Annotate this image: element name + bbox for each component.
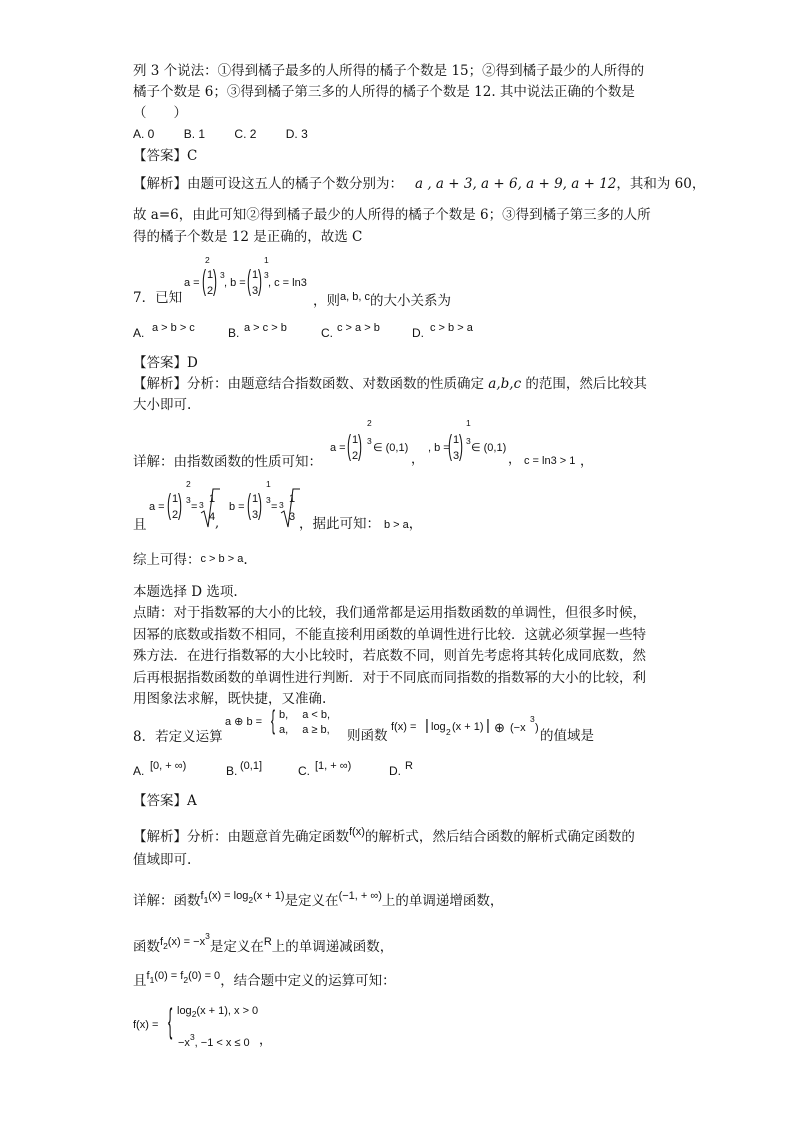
p6-analysis-label: 【解析】由题可设这五人的橘子个数分别为： <box>133 176 403 192</box>
p8-pw-neg-x: −x <box>178 1037 190 1049</box>
p8-log-base: 2 <box>446 727 451 737</box>
p7-detail-b-exp-num: 1 <box>466 418 471 428</box>
p7-root-a-num: 1 <box>172 493 179 505</box>
p8-detail-3-sub-2: 2 <box>183 975 189 985</box>
p7-root-b-den: 3 <box>252 509 259 521</box>
p7-deduce-expr: b > a <box>384 519 409 531</box>
p8-detail-3-sub-1: 1 <box>149 975 155 985</box>
p8-detail-3-mid: (0) = f <box>154 970 184 982</box>
p8-mid: 则函数 <box>347 728 388 744</box>
p7-b-eq: , b = <box>224 277 246 289</box>
p7-detail-comma-2: ， <box>508 452 522 467</box>
p8-log-arg: (x + 1) <box>452 721 484 733</box>
p7-third-den: 3 <box>252 285 259 297</box>
p7-exp-b-num: 1 <box>264 255 269 265</box>
p7-analysis-1-pre: 【解析】分析：由题意结合指数函数、对数函数的性质确定 <box>133 376 489 392</box>
p8-analysis-1 <box>133 826 635 845</box>
p8-option-a-label: A. <box>133 764 145 778</box>
p7-option-b-label: B. <box>228 326 240 340</box>
p8-pw-brace: { <box>168 1001 173 1041</box>
p8-detail-2-pre: 函数 <box>133 939 160 955</box>
p7-root-b-exp-den: 3 <box>266 495 271 505</box>
p8-answer: 【答案】A <box>133 793 197 809</box>
p6-analysis <box>133 176 705 192</box>
p7-q-vars: a, b, c <box>340 291 370 303</box>
p6-option-b: B. 1 <box>183 127 206 141</box>
p7-detail-a-exp-den: 3 <box>367 436 372 446</box>
p8-detail-2-mid: 是定义在 <box>209 939 264 955</box>
p8-detail-1-expr <box>200 890 285 905</box>
p8-detail-1-rest: (x) = log <box>208 890 249 902</box>
p7-paren-close-b: ) <box>258 263 262 298</box>
p8-detail-1-mid: 是定义在 <box>284 893 339 909</box>
p7-note-1: 点睛：对于指数幂的大小的比较，我们通常都是运用指数函数的单调性，但很多时候， <box>133 605 646 621</box>
p8-detail-1-pre: 详解：函数 <box>133 893 201 909</box>
p7-root-b-num: 1 <box>252 493 259 505</box>
p7-option-d-label: D. <box>412 326 424 340</box>
p8-detail-3-expr <box>146 970 221 985</box>
p8-detail-3-pre: 且 <box>133 973 147 989</box>
p7-analysis-1 <box>133 376 647 392</box>
p8-close-paren: ) <box>535 722 539 734</box>
p7-detail-c-gt: c = ln3 > 1 <box>524 455 576 467</box>
p8-abs-close: | <box>486 717 490 734</box>
p7-detail-a-exp-num: 2 <box>367 418 372 428</box>
p8-detail-1 <box>133 891 503 909</box>
p6-option-d: D. 3 <box>285 127 308 141</box>
p8-detail-3-end: (0) = 0 <box>188 970 221 982</box>
p6-line-d: 得的橘子个数是 12 是正确的，故选 C <box>133 229 363 245</box>
p7-summary <box>133 554 248 568</box>
p7-option-d: c > b > a <box>430 322 473 334</box>
p8-abs-open: | <box>425 717 429 734</box>
p7-root-b-t-den: 3 <box>289 511 296 523</box>
p7-note-4: 后再根据指数函数的单调性进行判断．对于不同底而同指数的指数幂的大小的比较，利 <box>133 670 646 686</box>
p7-detail-b-eq: , b = <box>428 442 450 454</box>
p8-fx-eq: f(x) = <box>391 721 417 733</box>
p7-and: 且 <box>133 517 147 533</box>
p8-analysis-1-post: 的解析式，然后结合函数的解析式确定函数的 <box>364 829 635 845</box>
p8-option-c: [1, + ∞) <box>315 760 352 772</box>
p7-paren-open-b: ( <box>247 263 251 298</box>
p8-analysis-2: 值域即可. <box>133 852 192 868</box>
p7-summary-expr: c > b > a <box>200 553 244 565</box>
p8-detail-2 <box>133 932 393 955</box>
p8-detail-3-post: ，结合题中定义的运算可知： <box>220 973 396 989</box>
p8-pw-case-1-rest: (x + 1), x > 0 <box>196 1005 259 1017</box>
p7-root-b-index: 3 <box>279 500 284 510</box>
p7-detail-a-num: 1 <box>352 434 359 446</box>
p6-answer: 【答案】C <box>133 148 198 164</box>
p7-root-b-paren-close: ) <box>258 487 262 522</box>
p7-q-pre: ，则 <box>313 293 340 309</box>
p7-deduce-comma: ， <box>408 516 423 532</box>
p7-root-b-paren-open: ( <box>247 487 251 522</box>
p7-note-5: 用图象法求解，既快捷，又准确. <box>133 691 327 707</box>
p8-pw-log: log <box>177 1005 192 1017</box>
p7-deduce-text: ，据此可知： <box>299 516 380 532</box>
p7-root-a-q-num: 1 <box>209 493 216 505</box>
p8-op-case-1: b, a < b, <box>279 709 331 721</box>
p8-op-brace: { <box>271 704 276 736</box>
p7-detail-b-paren-open: ( <box>448 428 452 463</box>
p8-detail-2-R: R <box>263 936 272 948</box>
p7-detail-b-den: 3 <box>453 450 460 462</box>
p8-detail-1-arg: (x + 1) <box>253 890 285 902</box>
p8-detail-1-interval: (−1, + ∞) <box>338 890 382 902</box>
p8-detail-3-f: f <box>146 970 150 982</box>
p7-detail-a-paren-open: ( <box>347 428 351 463</box>
p7-analysis-2: 大小即可. <box>133 397 192 413</box>
p7-detail-pre: 详解：由指数函数的性质可知： <box>133 454 322 470</box>
p7-summary-period: . <box>243 552 248 568</box>
p7-root-a-index: 3 <box>199 500 204 510</box>
p7-exp-a-den: 3 <box>220 270 225 280</box>
p8-pw-lhs: f(x) = <box>133 1019 159 1031</box>
p7-detail-b-range: ∈ (0,1) <box>471 442 507 454</box>
p7-option-c-label: C. <box>321 326 333 340</box>
p7-root-b-exp-num: 1 <box>266 479 271 489</box>
p6-option-a: A. 0 <box>133 127 155 141</box>
p8-detail-1-f: f <box>200 890 204 902</box>
p7-root-b-eq: b = <box>229 501 245 513</box>
p8-detail-2-f: f <box>160 936 164 948</box>
p8-detail-2-post: 上的单调递减函数， <box>271 939 394 955</box>
p7-detail-comma-1: ， <box>411 452 425 467</box>
p8-neg-x: (−x <box>510 722 526 734</box>
p7-option-a-label: A. <box>133 326 145 340</box>
p8-option-d-label: D. <box>389 764 401 778</box>
p8-analysis-1-pre: 【解析】分析：由题意首先确定函数 <box>133 829 349 845</box>
p7-note-2: 因幂的底数或指数不相同，不能直接利用函数的单调性进行比较．这就必须掌握一些特 <box>133 627 646 643</box>
p7-prefix: 7．已知 <box>133 290 183 306</box>
p7-exp-b-den: 3 <box>264 270 269 280</box>
p7-half-den: 2 <box>207 285 214 297</box>
p8-q-post: 的值域是 <box>540 728 594 744</box>
p8-detail-2-rest: (x) = −x <box>167 936 206 948</box>
p7-detail-a-range: ∈ (0,1) <box>373 442 409 454</box>
p8-pw-case-1 <box>177 1006 258 1019</box>
p6-analysis-expr: a , a + 3, a + 6, a + 9, a + 12 <box>415 176 617 192</box>
p7-q-post: 的大小关系为 <box>369 293 451 309</box>
p7-detail-a-eq: a = <box>330 442 346 454</box>
p8-prefix: 8．若定义运算 <box>133 729 223 745</box>
p8-pw-exp: 3 <box>189 1032 195 1042</box>
p7-c-eq: , c = ln3 <box>268 277 307 289</box>
p7-deduce <box>299 518 422 532</box>
p7-root-a-eq: a = <box>149 501 165 513</box>
p8-analysis-1-fx: f(x) <box>349 826 365 838</box>
p6-analysis-tail: ，其和为 60， <box>616 176 706 192</box>
p8-detail-2-sub: 2 <box>163 941 168 951</box>
p7-root-a-comma: , <box>215 516 220 531</box>
p8-pw-case-2-rest: , −1 < x ≤ 0 <box>194 1037 250 1049</box>
p7-detail-a-paren-close: ) <box>358 428 362 463</box>
p6-line-c: 故 a=6，由此可知②得到橘子最少的人所得的橘子个数是 6；③得到橘子第三多的人所 <box>133 207 651 223</box>
p6-line3: （ ） <box>133 105 187 121</box>
p7-analysis-1-post: 的范围，然后比较其 <box>521 376 647 392</box>
p7-answer: 【答案】D <box>133 355 198 371</box>
p7-detail-comma-3: ， <box>580 454 594 469</box>
p7-question <box>313 292 451 309</box>
p8-pw-log-base: 2 <box>191 1009 197 1019</box>
p7-note-3: 殊方法．在进行指数幂的大小比较时，若底数不同，则首先考虑将其转化成同底数，然 <box>133 648 646 664</box>
p7-a-eq: a = <box>184 277 200 289</box>
p6-options <box>133 127 308 141</box>
p8-log: log <box>431 721 446 733</box>
p7-detail-b-exp-den: 3 <box>466 436 471 446</box>
p7-detail-a-den: 2 <box>352 450 359 462</box>
p7-paren-open-a: ( <box>202 263 206 298</box>
p8-detail-1-post: 上的单调递增函数， <box>381 893 504 909</box>
p8-detail-3 <box>133 971 396 989</box>
p7-root-b-equals: = <box>271 501 278 513</box>
p8-option-b-label: B. <box>226 764 238 778</box>
p7-choice: 本题选择 D 选项. <box>133 584 238 600</box>
p6-line1: 列 3 个说法：①得到橘子最多的人所得的橘子个数是 15；②得到橘子最少的人所得的 <box>133 63 645 79</box>
p7-root-a-den: 2 <box>172 509 179 521</box>
p7-root-a-equals: = <box>191 501 198 513</box>
p7-detail-b-paren-close: ) <box>459 428 463 463</box>
p6-option-c: C. 2 <box>234 127 257 141</box>
p7-option-a: a > b > c <box>152 322 195 334</box>
p8-cube: 3 <box>530 714 535 724</box>
p7-root-a-exp-num: 2 <box>186 479 191 489</box>
p8-oplus: ⊕ <box>494 720 505 735</box>
p8-option-a: [0, + ∞) <box>150 760 187 772</box>
p7-root-b-t-num: 1 <box>289 493 296 505</box>
p8-option-d: R <box>405 760 413 772</box>
p8-option-b: (0,1] <box>240 760 263 772</box>
p7-option-b: a > c > b <box>244 322 287 334</box>
p7-root-a-q-den: 4 <box>209 511 216 523</box>
p6-line2: 橘子个数是 6；③得到橘子第三多的人所得的橘子个数是 12. 其中说法正确的个数是 <box>133 84 635 100</box>
p7-detail-b-num: 1 <box>453 434 460 446</box>
p8-detail-1-sub: 1 <box>203 895 209 905</box>
p7-exp-a-num: 2 <box>205 255 210 265</box>
p7-root-a-exp-den: 3 <box>186 495 191 505</box>
p7-root-a-paren-close: ) <box>178 487 182 522</box>
p7-half-num: 1 <box>207 269 214 281</box>
p7-option-c: c > a > b <box>337 322 380 334</box>
p8-op-lhs: a ⊕ b = <box>225 716 263 728</box>
p7-summary-text: 综上可得： <box>133 552 201 568</box>
p8-op-case-2: a, a ≥ b, <box>279 724 330 736</box>
p8-detail-1-base: 2 <box>248 895 254 905</box>
p7-third-num: 1 <box>252 269 259 281</box>
p8-pw-case-2 <box>178 1033 250 1049</box>
p7-analysis-1-vars: a,b,c <box>488 376 522 392</box>
p8-detail-2-expr <box>160 931 210 951</box>
p7-paren-close-a: ) <box>213 263 217 298</box>
p8-detail-2-exp: 3 <box>205 931 210 941</box>
p7-root-a-paren-open: ( <box>167 487 171 522</box>
p8-option-c-label: C. <box>298 764 310 778</box>
p8-pw-tail: ， <box>259 1033 273 1048</box>
